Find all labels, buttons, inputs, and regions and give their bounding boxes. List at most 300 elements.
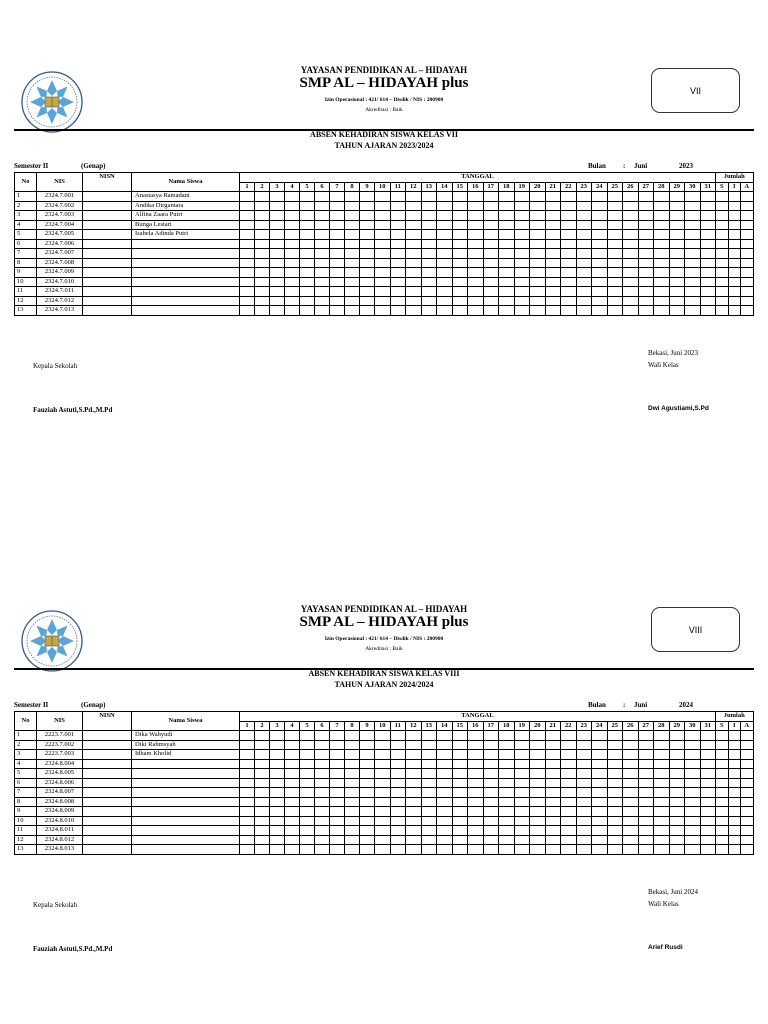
attendance-cell[interactable] xyxy=(669,826,685,836)
attendance-cell[interactable] xyxy=(483,750,499,760)
attendance-cell[interactable] xyxy=(390,258,406,268)
attendance-cell[interactable] xyxy=(592,797,608,807)
total-cell[interactable] xyxy=(728,287,741,297)
attendance-cell[interactable] xyxy=(375,835,391,845)
attendance-cell[interactable] xyxy=(240,835,255,845)
attendance-cell[interactable] xyxy=(638,845,654,855)
attendance-cell[interactable] xyxy=(300,239,315,249)
attendance-cell[interactable] xyxy=(623,807,639,817)
total-cell[interactable] xyxy=(728,239,741,249)
attendance-cell[interactable] xyxy=(607,211,623,221)
attendance-cell[interactable] xyxy=(561,249,577,259)
attendance-cell[interactable] xyxy=(468,220,484,230)
attendance-cell[interactable] xyxy=(240,306,255,316)
attendance-cell[interactable] xyxy=(406,778,422,788)
attendance-cell[interactable] xyxy=(654,778,670,788)
attendance-cell[interactable] xyxy=(345,740,360,750)
attendance-cell[interactable] xyxy=(300,249,315,259)
attendance-cell[interactable] xyxy=(514,220,530,230)
attendance-cell[interactable] xyxy=(685,769,701,779)
total-cell[interactable] xyxy=(741,740,754,750)
attendance-cell[interactable] xyxy=(300,220,315,230)
attendance-cell[interactable] xyxy=(240,797,255,807)
row-nisn[interactable] xyxy=(83,258,132,268)
attendance-cell[interactable] xyxy=(514,201,530,211)
attendance-cell[interactable] xyxy=(437,296,453,306)
total-cell[interactable] xyxy=(716,287,729,297)
attendance-cell[interactable] xyxy=(468,277,484,287)
attendance-cell[interactable] xyxy=(360,740,375,750)
attendance-cell[interactable] xyxy=(255,258,270,268)
attendance-cell[interactable] xyxy=(514,788,530,798)
attendance-cell[interactable] xyxy=(240,816,255,826)
attendance-cell[interactable] xyxy=(315,239,330,249)
attendance-cell[interactable] xyxy=(406,249,422,259)
attendance-cell[interactable] xyxy=(360,769,375,779)
attendance-cell[interactable] xyxy=(685,816,701,826)
attendance-cell[interactable] xyxy=(576,277,592,287)
attendance-cell[interactable] xyxy=(406,835,422,845)
attendance-cell[interactable] xyxy=(300,797,315,807)
attendance-cell[interactable] xyxy=(437,835,453,845)
attendance-cell[interactable] xyxy=(452,268,468,278)
attendance-cell[interactable] xyxy=(592,769,608,779)
attendance-cell[interactable] xyxy=(421,230,437,240)
attendance-cell[interactable] xyxy=(345,778,360,788)
attendance-cell[interactable] xyxy=(545,249,561,259)
attendance-cell[interactable] xyxy=(437,731,453,741)
attendance-cell[interactable] xyxy=(300,750,315,760)
attendance-cell[interactable] xyxy=(437,220,453,230)
attendance-cell[interactable] xyxy=(285,807,300,817)
attendance-cell[interactable] xyxy=(285,826,300,836)
attendance-cell[interactable] xyxy=(240,807,255,817)
attendance-cell[interactable] xyxy=(499,807,515,817)
attendance-cell[interactable] xyxy=(545,211,561,221)
attendance-cell[interactable] xyxy=(638,249,654,259)
attendance-cell[interactable] xyxy=(700,750,716,760)
attendance-cell[interactable] xyxy=(669,750,685,760)
total-cell[interactable] xyxy=(716,258,729,268)
attendance-cell[interactable] xyxy=(530,258,546,268)
attendance-cell[interactable] xyxy=(499,788,515,798)
attendance-cell[interactable] xyxy=(545,306,561,316)
attendance-cell[interactable] xyxy=(406,258,422,268)
attendance-cell[interactable] xyxy=(514,826,530,836)
attendance-cell[interactable] xyxy=(561,306,577,316)
attendance-cell[interactable] xyxy=(530,306,546,316)
total-cell[interactable] xyxy=(728,249,741,259)
attendance-cell[interactable] xyxy=(360,306,375,316)
total-cell[interactable] xyxy=(716,816,729,826)
attendance-cell[interactable] xyxy=(700,230,716,240)
attendance-cell[interactable] xyxy=(330,845,345,855)
attendance-cell[interactable] xyxy=(360,807,375,817)
attendance-cell[interactable] xyxy=(654,296,670,306)
attendance-cell[interactable] xyxy=(421,277,437,287)
attendance-cell[interactable] xyxy=(300,287,315,297)
attendance-cell[interactable] xyxy=(499,211,515,221)
attendance-cell[interactable] xyxy=(561,268,577,278)
attendance-cell[interactable] xyxy=(300,230,315,240)
attendance-cell[interactable] xyxy=(607,239,623,249)
attendance-cell[interactable] xyxy=(285,835,300,845)
attendance-cell[interactable] xyxy=(240,740,255,750)
attendance-cell[interactable] xyxy=(240,201,255,211)
attendance-cell[interactable] xyxy=(607,230,623,240)
attendance-cell[interactable] xyxy=(514,239,530,249)
attendance-cell[interactable] xyxy=(285,268,300,278)
attendance-cell[interactable] xyxy=(330,807,345,817)
attendance-cell[interactable] xyxy=(468,211,484,221)
attendance-cell[interactable] xyxy=(421,287,437,297)
attendance-cell[interactable] xyxy=(240,826,255,836)
attendance-cell[interactable] xyxy=(561,287,577,297)
total-cell[interactable] xyxy=(741,211,754,221)
attendance-cell[interactable] xyxy=(483,769,499,779)
row-nisn[interactable] xyxy=(83,835,132,845)
attendance-cell[interactable] xyxy=(285,816,300,826)
attendance-cell[interactable] xyxy=(685,249,701,259)
attendance-cell[interactable] xyxy=(330,759,345,769)
attendance-cell[interactable] xyxy=(345,239,360,249)
attendance-cell[interactable] xyxy=(592,230,608,240)
total-cell[interactable] xyxy=(741,759,754,769)
attendance-cell[interactable] xyxy=(240,258,255,268)
attendance-cell[interactable] xyxy=(576,192,592,202)
total-cell[interactable] xyxy=(716,220,729,230)
attendance-cell[interactable] xyxy=(452,740,468,750)
attendance-cell[interactable] xyxy=(468,268,484,278)
attendance-cell[interactable] xyxy=(483,306,499,316)
total-cell[interactable] xyxy=(716,778,729,788)
attendance-cell[interactable] xyxy=(654,826,670,836)
attendance-cell[interactable] xyxy=(375,778,391,788)
attendance-cell[interactable] xyxy=(285,249,300,259)
attendance-cell[interactable] xyxy=(638,769,654,779)
attendance-cell[interactable] xyxy=(483,740,499,750)
attendance-cell[interactable] xyxy=(576,816,592,826)
attendance-cell[interactable] xyxy=(270,211,285,221)
attendance-cell[interactable] xyxy=(530,192,546,202)
attendance-cell[interactable] xyxy=(530,268,546,278)
attendance-cell[interactable] xyxy=(390,845,406,855)
attendance-cell[interactable] xyxy=(576,287,592,297)
attendance-cell[interactable] xyxy=(421,778,437,788)
attendance-cell[interactable] xyxy=(421,192,437,202)
total-cell[interactable] xyxy=(741,249,754,259)
attendance-cell[interactable] xyxy=(300,816,315,826)
attendance-cell[interactable] xyxy=(561,769,577,779)
attendance-cell[interactable] xyxy=(390,788,406,798)
attendance-cell[interactable] xyxy=(421,759,437,769)
attendance-cell[interactable] xyxy=(669,192,685,202)
row-nisn[interactable] xyxy=(83,807,132,817)
attendance-cell[interactable] xyxy=(285,788,300,798)
attendance-cell[interactable] xyxy=(545,268,561,278)
attendance-cell[interactable] xyxy=(561,759,577,769)
attendance-cell[interactable] xyxy=(468,845,484,855)
attendance-cell[interactable] xyxy=(530,296,546,306)
attendance-cell[interactable] xyxy=(270,826,285,836)
attendance-cell[interactable] xyxy=(669,797,685,807)
attendance-cell[interactable] xyxy=(592,759,608,769)
attendance-cell[interactable] xyxy=(483,192,499,202)
attendance-cell[interactable] xyxy=(499,731,515,741)
attendance-cell[interactable] xyxy=(452,807,468,817)
attendance-cell[interactable] xyxy=(345,296,360,306)
attendance-cell[interactable] xyxy=(514,277,530,287)
attendance-cell[interactable] xyxy=(360,268,375,278)
attendance-cell[interactable] xyxy=(406,306,422,316)
attendance-cell[interactable] xyxy=(669,249,685,259)
attendance-cell[interactable] xyxy=(700,277,716,287)
attendance-cell[interactable] xyxy=(514,835,530,845)
attendance-cell[interactable] xyxy=(654,277,670,287)
attendance-cell[interactable] xyxy=(452,769,468,779)
attendance-cell[interactable] xyxy=(375,192,391,202)
attendance-cell[interactable] xyxy=(623,220,639,230)
attendance-cell[interactable] xyxy=(452,759,468,769)
attendance-cell[interactable] xyxy=(345,759,360,769)
attendance-cell[interactable] xyxy=(530,731,546,741)
attendance-cell[interactable] xyxy=(255,797,270,807)
attendance-cell[interactable] xyxy=(330,268,345,278)
attendance-cell[interactable] xyxy=(623,239,639,249)
attendance-cell[interactable] xyxy=(530,750,546,760)
attendance-cell[interactable] xyxy=(499,201,515,211)
attendance-cell[interactable] xyxy=(421,769,437,779)
total-cell[interactable] xyxy=(716,192,729,202)
attendance-cell[interactable] xyxy=(700,306,716,316)
attendance-cell[interactable] xyxy=(483,230,499,240)
attendance-cell[interactable] xyxy=(561,807,577,817)
attendance-cell[interactable] xyxy=(315,277,330,287)
attendance-cell[interactable] xyxy=(240,230,255,240)
attendance-cell[interactable] xyxy=(638,816,654,826)
attendance-cell[interactable] xyxy=(270,230,285,240)
total-cell[interactable] xyxy=(741,797,754,807)
attendance-cell[interactable] xyxy=(623,816,639,826)
attendance-cell[interactable] xyxy=(360,287,375,297)
attendance-cell[interactable] xyxy=(285,769,300,779)
attendance-cell[interactable] xyxy=(330,249,345,259)
attendance-cell[interactable] xyxy=(360,797,375,807)
attendance-cell[interactable] xyxy=(437,797,453,807)
attendance-cell[interactable] xyxy=(623,249,639,259)
attendance-cell[interactable] xyxy=(592,826,608,836)
attendance-cell[interactable] xyxy=(499,740,515,750)
attendance-cell[interactable] xyxy=(406,759,422,769)
attendance-cell[interactable] xyxy=(530,239,546,249)
attendance-cell[interactable] xyxy=(240,769,255,779)
attendance-cell[interactable] xyxy=(375,740,391,750)
attendance-cell[interactable] xyxy=(345,816,360,826)
attendance-cell[interactable] xyxy=(607,816,623,826)
attendance-cell[interactable] xyxy=(452,220,468,230)
total-cell[interactable] xyxy=(728,306,741,316)
attendance-cell[interactable] xyxy=(255,220,270,230)
attendance-cell[interactable] xyxy=(345,258,360,268)
attendance-cell[interactable] xyxy=(607,845,623,855)
attendance-cell[interactable] xyxy=(468,816,484,826)
attendance-cell[interactable] xyxy=(638,239,654,249)
attendance-cell[interactable] xyxy=(285,778,300,788)
attendance-cell[interactable] xyxy=(561,192,577,202)
attendance-cell[interactable] xyxy=(452,835,468,845)
attendance-cell[interactable] xyxy=(345,797,360,807)
total-cell[interactable] xyxy=(728,230,741,240)
attendance-cell[interactable] xyxy=(452,249,468,259)
attendance-cell[interactable] xyxy=(499,797,515,807)
total-cell[interactable] xyxy=(716,306,729,316)
attendance-cell[interactable] xyxy=(561,211,577,221)
attendance-cell[interactable] xyxy=(421,826,437,836)
attendance-cell[interactable] xyxy=(437,740,453,750)
attendance-cell[interactable] xyxy=(300,740,315,750)
attendance-cell[interactable] xyxy=(270,296,285,306)
attendance-cell[interactable] xyxy=(499,258,515,268)
attendance-cell[interactable] xyxy=(270,778,285,788)
attendance-cell[interactable] xyxy=(240,845,255,855)
total-cell[interactable] xyxy=(728,220,741,230)
attendance-cell[interactable] xyxy=(330,769,345,779)
attendance-cell[interactable] xyxy=(300,807,315,817)
attendance-cell[interactable] xyxy=(360,731,375,741)
attendance-cell[interactable] xyxy=(545,731,561,741)
attendance-cell[interactable] xyxy=(300,778,315,788)
attendance-cell[interactable] xyxy=(375,258,391,268)
row-nisn[interactable] xyxy=(83,740,132,750)
attendance-cell[interactable] xyxy=(669,287,685,297)
attendance-cell[interactable] xyxy=(437,807,453,817)
attendance-cell[interactable] xyxy=(285,306,300,316)
attendance-cell[interactable] xyxy=(345,306,360,316)
attendance-cell[interactable] xyxy=(499,192,515,202)
attendance-cell[interactable] xyxy=(499,835,515,845)
attendance-cell[interactable] xyxy=(421,211,437,221)
attendance-cell[interactable] xyxy=(437,230,453,240)
attendance-cell[interactable] xyxy=(700,807,716,817)
attendance-cell[interactable] xyxy=(514,845,530,855)
attendance-cell[interactable] xyxy=(240,296,255,306)
attendance-cell[interactable] xyxy=(360,192,375,202)
attendance-cell[interactable] xyxy=(483,220,499,230)
attendance-cell[interactable] xyxy=(375,249,391,259)
attendance-cell[interactable] xyxy=(240,287,255,297)
attendance-cell[interactable] xyxy=(330,816,345,826)
attendance-cell[interactable] xyxy=(576,769,592,779)
attendance-cell[interactable] xyxy=(300,731,315,741)
attendance-cell[interactable] xyxy=(623,277,639,287)
attendance-cell[interactable] xyxy=(654,192,670,202)
attendance-cell[interactable] xyxy=(483,268,499,278)
attendance-cell[interactable] xyxy=(576,230,592,240)
attendance-cell[interactable] xyxy=(345,211,360,221)
attendance-cell[interactable] xyxy=(240,192,255,202)
attendance-cell[interactable] xyxy=(530,816,546,826)
attendance-cell[interactable] xyxy=(375,807,391,817)
attendance-cell[interactable] xyxy=(530,788,546,798)
attendance-cell[interactable] xyxy=(592,740,608,750)
attendance-cell[interactable] xyxy=(360,277,375,287)
attendance-cell[interactable] xyxy=(406,807,422,817)
attendance-cell[interactable] xyxy=(255,845,270,855)
attendance-cell[interactable] xyxy=(390,296,406,306)
attendance-cell[interactable] xyxy=(437,268,453,278)
attendance-cell[interactable] xyxy=(499,296,515,306)
attendance-cell[interactable] xyxy=(592,778,608,788)
row-nisn[interactable] xyxy=(83,759,132,769)
attendance-cell[interactable] xyxy=(330,277,345,287)
attendance-cell[interactable] xyxy=(421,258,437,268)
attendance-cell[interactable] xyxy=(437,826,453,836)
attendance-cell[interactable] xyxy=(360,816,375,826)
attendance-cell[interactable] xyxy=(315,778,330,788)
attendance-cell[interactable] xyxy=(452,287,468,297)
attendance-cell[interactable] xyxy=(483,201,499,211)
attendance-cell[interactable] xyxy=(300,296,315,306)
attendance-cell[interactable] xyxy=(375,287,391,297)
attendance-cell[interactable] xyxy=(514,740,530,750)
attendance-cell[interactable] xyxy=(638,759,654,769)
attendance-cell[interactable] xyxy=(638,306,654,316)
attendance-cell[interactable] xyxy=(315,835,330,845)
attendance-cell[interactable] xyxy=(530,797,546,807)
attendance-cell[interactable] xyxy=(700,249,716,259)
attendance-cell[interactable] xyxy=(330,778,345,788)
attendance-cell[interactable] xyxy=(638,797,654,807)
attendance-cell[interactable] xyxy=(654,230,670,240)
attendance-cell[interactable] xyxy=(592,277,608,287)
attendance-cell[interactable] xyxy=(592,788,608,798)
attendance-cell[interactable] xyxy=(561,816,577,826)
attendance-cell[interactable] xyxy=(255,835,270,845)
attendance-cell[interactable] xyxy=(468,807,484,817)
total-cell[interactable] xyxy=(728,277,741,287)
attendance-cell[interactable] xyxy=(345,249,360,259)
attendance-cell[interactable] xyxy=(345,731,360,741)
row-nisn[interactable] xyxy=(83,778,132,788)
attendance-cell[interactable] xyxy=(300,306,315,316)
attendance-cell[interactable] xyxy=(685,268,701,278)
attendance-cell[interactable] xyxy=(240,268,255,278)
attendance-cell[interactable] xyxy=(452,845,468,855)
attendance-cell[interactable] xyxy=(669,306,685,316)
attendance-cell[interactable] xyxy=(300,258,315,268)
attendance-cell[interactable] xyxy=(607,835,623,845)
total-cell[interactable] xyxy=(716,835,729,845)
attendance-cell[interactable] xyxy=(545,759,561,769)
attendance-cell[interactable] xyxy=(592,845,608,855)
attendance-cell[interactable] xyxy=(514,211,530,221)
attendance-cell[interactable] xyxy=(530,740,546,750)
attendance-cell[interactable] xyxy=(270,220,285,230)
attendance-cell[interactable] xyxy=(360,759,375,769)
attendance-cell[interactable] xyxy=(638,788,654,798)
attendance-cell[interactable] xyxy=(499,816,515,826)
attendance-cell[interactable] xyxy=(315,220,330,230)
attendance-cell[interactable] xyxy=(530,201,546,211)
attendance-cell[interactable] xyxy=(406,845,422,855)
attendance-cell[interactable] xyxy=(654,201,670,211)
attendance-cell[interactable] xyxy=(315,816,330,826)
attendance-cell[interactable] xyxy=(315,740,330,750)
attendance-cell[interactable] xyxy=(437,845,453,855)
attendance-cell[interactable] xyxy=(700,845,716,855)
attendance-cell[interactable] xyxy=(592,306,608,316)
attendance-cell[interactable] xyxy=(545,239,561,249)
